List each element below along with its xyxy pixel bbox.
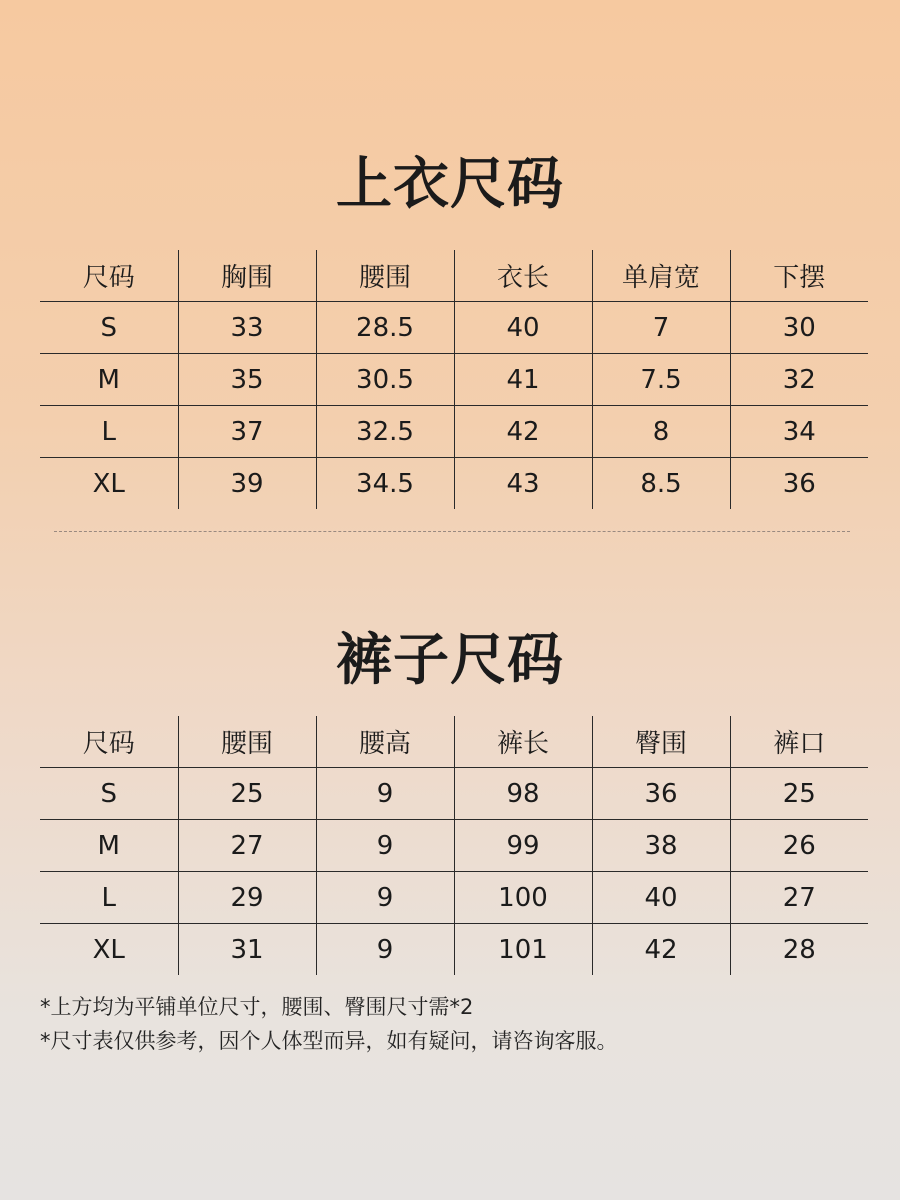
table-cell: L bbox=[101, 416, 116, 447]
top-size-table bbox=[40, 250, 868, 509]
table-cell: 99 bbox=[454, 820, 592, 872]
header-cell: 尺码 bbox=[82, 263, 135, 293]
top-size-title: 上衣尺码 bbox=[336, 152, 564, 217]
table-row bbox=[40, 820, 868, 872]
table-cell: 32.5 bbox=[316, 406, 454, 458]
table-cell: 39 bbox=[178, 458, 316, 510]
table-row bbox=[40, 458, 868, 510]
table-cell: S bbox=[100, 778, 117, 809]
table-cell: XL bbox=[92, 934, 125, 965]
table-cell: 34.5 bbox=[316, 458, 454, 510]
table-cell: 7 bbox=[592, 302, 730, 354]
table-cell: 42 bbox=[592, 924, 730, 976]
table-cell: L bbox=[101, 882, 116, 913]
table-cell: 38 bbox=[592, 820, 730, 872]
table-cell: 27 bbox=[178, 820, 316, 872]
header-cell: 腰围 bbox=[316, 250, 454, 302]
header-cell: 裤口 bbox=[730, 716, 868, 768]
table-cell: 34 bbox=[730, 406, 868, 458]
table-row bbox=[40, 406, 868, 458]
table-cell: 32 bbox=[730, 354, 868, 406]
table-cell: 37 bbox=[178, 406, 316, 458]
header-cell: 腰高 bbox=[316, 716, 454, 768]
table-cell: 100 bbox=[454, 872, 592, 924]
table-cell: 30 bbox=[730, 302, 868, 354]
table-row bbox=[40, 872, 868, 924]
header-cell: 下摆 bbox=[730, 250, 868, 302]
table-cell: 29 bbox=[178, 872, 316, 924]
table-cell: 41 bbox=[454, 354, 592, 406]
header-cell: 腰围 bbox=[178, 716, 316, 768]
header-cell: 胸围 bbox=[178, 250, 316, 302]
table-cell: 30.5 bbox=[316, 354, 454, 406]
table-cell: 8.5 bbox=[592, 458, 730, 510]
table-cell: S bbox=[100, 312, 117, 343]
note-line: *尺寸表仅供参考，因个人体型而异，如有疑问，请咨询客服。 bbox=[40, 1029, 618, 1053]
table-cell: 28.5 bbox=[316, 302, 454, 354]
table-cell: 25 bbox=[730, 768, 868, 820]
header-cell: 裤长 bbox=[454, 716, 592, 768]
header-cell: 尺码 bbox=[82, 729, 135, 759]
header-cell: 单肩宽 bbox=[592, 250, 730, 302]
table-cell: 40 bbox=[454, 302, 592, 354]
table-cell: 28 bbox=[730, 924, 868, 976]
header-cell: 臀围 bbox=[592, 716, 730, 768]
table-cell: 42 bbox=[454, 406, 592, 458]
table-cell: 9 bbox=[316, 872, 454, 924]
table-row bbox=[40, 924, 868, 976]
table-row bbox=[40, 302, 868, 354]
table-cell: 36 bbox=[730, 458, 868, 510]
table-cell: M bbox=[97, 364, 120, 395]
table-cell: 8 bbox=[592, 406, 730, 458]
dashed-divider bbox=[54, 531, 850, 532]
table-cell: 27 bbox=[730, 872, 868, 924]
table-cell: M bbox=[97, 830, 120, 861]
table-cell: 9 bbox=[316, 924, 454, 976]
table-cell: 43 bbox=[454, 458, 592, 510]
table-cell: 98 bbox=[454, 768, 592, 820]
table-cell: 25 bbox=[178, 768, 316, 820]
note-line: *上方均为平铺单位尺寸，腰围、臀围尺寸需*2 bbox=[40, 995, 474, 1019]
table-cell: 35 bbox=[178, 354, 316, 406]
header-cell: 衣长 bbox=[454, 250, 592, 302]
table-cell: 7.5 bbox=[592, 354, 730, 406]
table-cell: 101 bbox=[454, 924, 592, 976]
table-cell: 9 bbox=[316, 820, 454, 872]
size-notes bbox=[40, 990, 860, 1058]
table-cell: 26 bbox=[730, 820, 868, 872]
bottom-size-title: 裤子尺码 bbox=[336, 628, 564, 693]
table-row bbox=[40, 768, 868, 820]
table-cell: 31 bbox=[178, 924, 316, 976]
table-header-row bbox=[40, 250, 868, 302]
table-cell: 9 bbox=[316, 768, 454, 820]
table-header-row bbox=[40, 716, 868, 768]
table-cell: 33 bbox=[178, 302, 316, 354]
bottom-size-table bbox=[40, 716, 868, 975]
table-cell: 40 bbox=[592, 872, 730, 924]
table-cell: 36 bbox=[592, 768, 730, 820]
table-row bbox=[40, 354, 868, 406]
table-cell: XL bbox=[92, 468, 125, 499]
